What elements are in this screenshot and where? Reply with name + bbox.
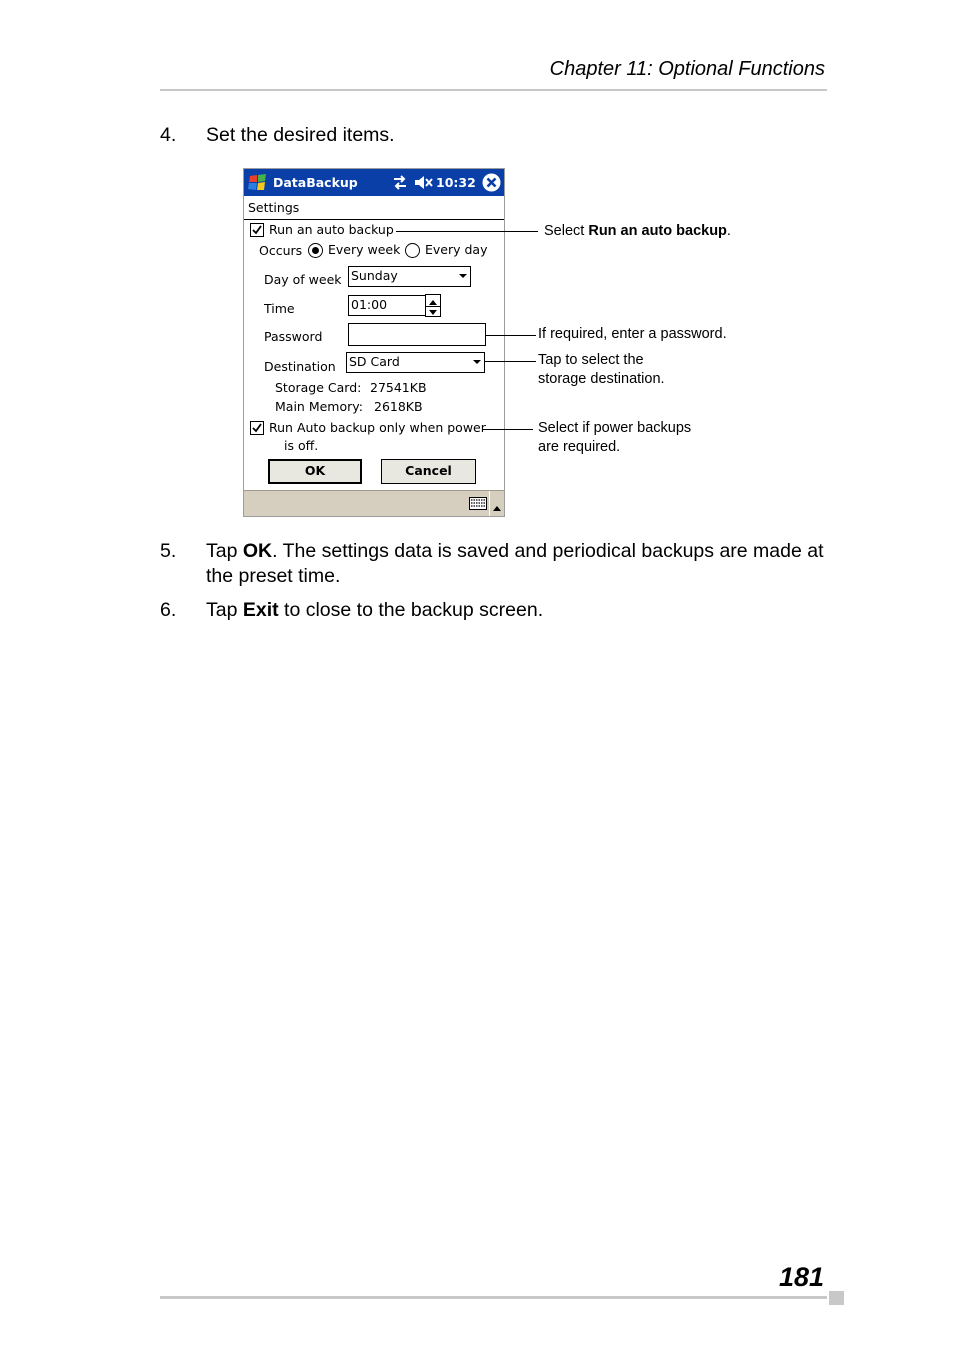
windows-start-icon[interactable] — [247, 172, 269, 196]
section-divider — [244, 219, 505, 220]
radio-every-day[interactable] — [405, 243, 420, 258]
volume-muted-icon[interactable] — [414, 175, 434, 193]
ok-button[interactable]: OK — [268, 459, 362, 484]
callout-power-2: are required. — [538, 439, 621, 455]
step-text-pre: Tap — [206, 540, 243, 562]
callout-line-destination — [484, 361, 536, 362]
step-text-bold: OK — [242, 540, 273, 562]
occurs-label: Occurs — [259, 243, 303, 258]
app-title: DataBackup — [273, 175, 358, 190]
chapter-title: Chapter 11: Optional Functions — [549, 58, 825, 80]
step-number: 4. — [160, 124, 177, 146]
storage-card-value: 27541KB — [370, 380, 427, 395]
radio-every-week-label: Every week — [328, 242, 401, 257]
time-stepper[interactable] — [425, 294, 441, 317]
input-panel-arrow-icon[interactable] — [492, 500, 502, 515]
page-number: 181 — [778, 1262, 824, 1292]
cancel-button[interactable]: Cancel — [381, 459, 476, 484]
step-text-bold: Exit — [242, 599, 279, 621]
day-of-week-dropdown[interactable] — [348, 266, 471, 287]
callout-line-power — [483, 429, 533, 430]
step-text-post: to close to the backup screen. — [278, 599, 544, 621]
radio-every-day-label: Every day — [425, 242, 488, 257]
callout-password: If required, enter a password. — [538, 326, 727, 342]
power-backup-label-cont: is off. — [284, 438, 319, 453]
chevron-down-icon — [459, 274, 467, 278]
step-text-post: . The settings data is saved and periodical backups are made at the preset time. — [206, 540, 824, 587]
close-icon[interactable] — [482, 173, 501, 195]
footer-marker — [829, 1291, 844, 1305]
callout-destination-1: Tap to select the — [538, 352, 644, 368]
stepper-down-icon[interactable] — [426, 306, 440, 317]
callout-power-1: Select if power backups — [538, 420, 692, 436]
step-text-pre: Tap — [206, 599, 243, 621]
callout-destination-2: storage destination. — [538, 371, 665, 387]
callout-line-password — [486, 335, 536, 336]
radio-selected-dot — [312, 247, 319, 254]
chevron-down-icon — [473, 360, 481, 364]
auto-backup-label: Run an auto backup — [269, 222, 394, 237]
callout-text: . — [726, 223, 731, 239]
password-label: Password — [264, 329, 323, 344]
destination-label: Destination — [264, 359, 336, 374]
device-screenshot — [243, 168, 505, 517]
section-title: Settings — [248, 200, 300, 215]
time-value: 01:00 — [351, 297, 388, 312]
radio-every-week[interactable] — [308, 243, 323, 258]
bottom-menu-bar — [244, 490, 505, 517]
destination-value: SD Card — [349, 354, 400, 369]
clock: 10:32 — [436, 175, 476, 190]
step-text — [206, 598, 830, 623]
time-input[interactable] — [348, 295, 427, 316]
step-text: Set the desired items. — [206, 124, 395, 146]
power-backup-checkbox[interactable] — [250, 421, 264, 435]
destination-dropdown[interactable] — [346, 352, 485, 373]
footer-divider — [160, 1296, 827, 1299]
header-divider — [160, 89, 827, 91]
callout-bold: Run an auto backup — [588, 223, 727, 239]
callout-text: Select — [544, 223, 589, 239]
password-input[interactable] — [348, 323, 486, 346]
storage-card-label: Storage Card: — [275, 380, 362, 395]
main-memory-label: Main Memory: — [275, 399, 363, 414]
step-number: 6. — [160, 599, 177, 621]
connectivity-icon[interactable] — [392, 175, 408, 193]
power-backup-label: Run Auto backup only when power — [269, 420, 486, 435]
callout-line-auto-backup — [396, 231, 538, 232]
day-of-week-label: Day of week — [264, 272, 342, 287]
title-bar — [244, 169, 505, 196]
callout-auto-backup — [544, 222, 731, 241]
main-memory-value: 2618KB — [374, 399, 423, 414]
step-number: 5. — [160, 540, 177, 562]
step-text — [206, 539, 830, 589]
time-label: Time — [264, 301, 295, 316]
day-of-week-value: Sunday — [351, 268, 398, 283]
keyboard-icon[interactable] — [469, 497, 487, 513]
bar-separator — [489, 491, 490, 517]
auto-backup-checkbox[interactable] — [250, 223, 264, 237]
